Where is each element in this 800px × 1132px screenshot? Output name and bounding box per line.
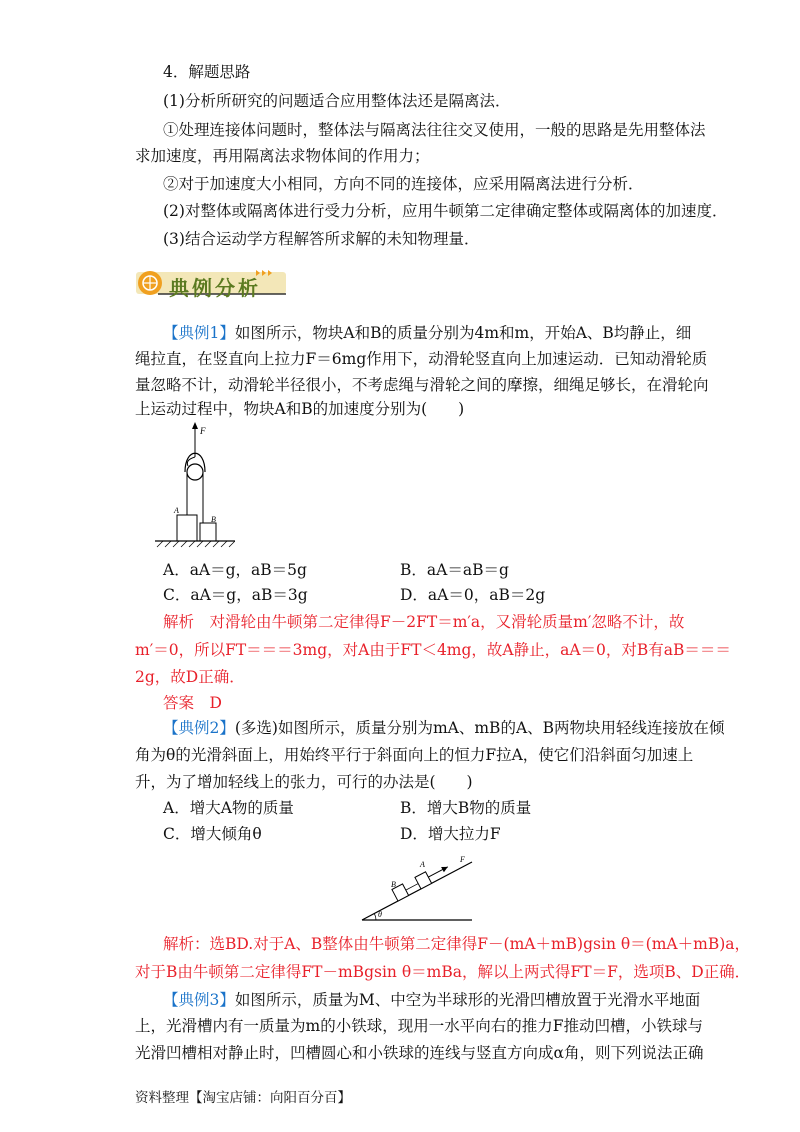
ex3-line-1: [163, 990, 700, 1010]
fig1-f-label: F: [200, 426, 206, 436]
incline-figure: [360, 850, 475, 925]
ex1-tag: 【典例1】: [163, 324, 235, 342]
example-analysis-banner: [136, 268, 286, 298]
footer-note: 资料整理【淘宝店铺：向阳百分百】: [135, 1090, 351, 1106]
ex2-text-1: (多选)如图所示，质量分别为mA、mB的A、B两物块用轻线连接放在倾: [234, 719, 725, 737]
ex1-option-a: A．aA＝g，aB＝5g: [163, 561, 307, 579]
ex2-option-a: A．增大A物的质量: [163, 799, 294, 817]
ex2-option-b: B．增大B物的质量: [400, 799, 532, 817]
ex3-text-1: 如图所示，质量为M、中空为半球形的光滑凹槽放置于光滑水平地面: [234, 991, 701, 1009]
section-line-5: (2)对整体或隔离体进行受力分析，应用牛顿第二定律确定整体或隔离体的加速度．: [163, 202, 728, 220]
section-line-2: ①处理连接体问题时，整体法与隔离法往往交叉使用，一般的思路是先用整体法: [163, 121, 706, 139]
fig1-a-label: A: [174, 506, 179, 515]
ex2-line-3: 升，为了增加轻线上的张力，可行的办法是( ): [135, 773, 473, 791]
ex1-option-d: D．aA＝0，aB＝2g: [400, 586, 546, 604]
ex2-line-2: 角为θ的光滑斜面上，用始终平行于斜面向上的恒力F拉A，使它们沿斜面匀加速上: [135, 746, 694, 764]
block-b: [200, 523, 216, 541]
ex1-solution-2: m′＝0，所以FT＝＝＝3mg，对A由于FT＜4mg，故A静止，aA＝0，对B有aB＝＝＝: [135, 641, 731, 659]
section-line-3: 求加速度，再用隔离法求物体间的作用力；: [135, 147, 430, 165]
ex1-option-b: B．aA＝aB＝g: [400, 561, 509, 579]
ex1-line-2: 绳拉直，在竖直向上拉力F＝6mg作用下，动滑轮竖直向上加速运动．已知动滑轮质: [135, 350, 708, 368]
section-line-1: (1)分析所研究的问题适合应用整体法还是隔离法．: [163, 92, 511, 110]
fig2-theta-label: θ: [378, 910, 382, 919]
section-line-6: (3)结合运动学方程解答所求解的未知物理量．: [163, 230, 480, 248]
ex3-line-3: 光滑凹槽相对静止时，凹槽圆心和小铁球的连线与竖直方向成α角，则下列说法正确: [135, 1044, 704, 1062]
ex1-answer: 答案 D: [163, 694, 222, 712]
ex1-solution-3: 2g，故D正确．: [135, 668, 245, 686]
ex3-tag: 【典例3】: [163, 991, 235, 1009]
ex3-line-2: 上，光滑槽内有一质量为m的小铁球，现用一水平向右的推力F推动凹槽，小铁球与: [135, 1017, 703, 1035]
ex1-solution-1: 解析 对滑轮由牛顿第二定律得F－2FT＝m′a，又滑轮质量m′忽略不计，故: [163, 613, 685, 631]
ex2-option-d: D．增大拉力F: [400, 825, 501, 843]
pulley-wheel: [187, 464, 203, 480]
ex1-text-1: 如图所示，物块A和B的质量分别为4m和m，开始A、B均静止，细: [234, 324, 692, 342]
ex2-solution-2: 对于B由牛顿第二定律得FT－mBgsin θ＝mBa，解以上两式得FT＝F，选项B、D正确．: [135, 963, 751, 981]
ex2-solution-1: 解析：选BD.对于A、B整体由牛顿第二定律得F－(mA＋mB)gsin θ＝(mA＋mB)a，: [163, 935, 750, 953]
ex1-option-c: C．aA＝g，aB＝3g: [163, 586, 308, 604]
ex1-line-1: [163, 323, 691, 343]
section-line-4: ②对于加速度大小相同，方向不同的连接体，应采用隔离法进行分析．: [163, 175, 644, 193]
fig1-b-label: B: [211, 515, 216, 524]
ex2-option-c: C．增大倾角θ: [163, 825, 262, 843]
fig2-b-label: B: [391, 880, 396, 889]
block-a: [177, 515, 197, 541]
fig2-a-label: A: [420, 860, 425, 869]
fig2-f-label: F: [460, 855, 465, 864]
section-heading: 4．解题思路: [163, 63, 251, 81]
ex2-line-1: [163, 718, 725, 738]
ex1-line-3: 量忽略不计，动滑轮半径很小，不考虑绳与滑轮之间的摩擦，细绳足够长，在滑轮向: [135, 376, 709, 394]
ex2-tag: 【典例2】: [163, 719, 235, 737]
fig2-block-a: [415, 872, 432, 889]
ex1-line-4: 上运动过程中，物块A和B的加速度分别为( ): [135, 400, 465, 418]
pulley-figure: [155, 422, 235, 552]
banner-title: 典例分析: [169, 276, 261, 300]
